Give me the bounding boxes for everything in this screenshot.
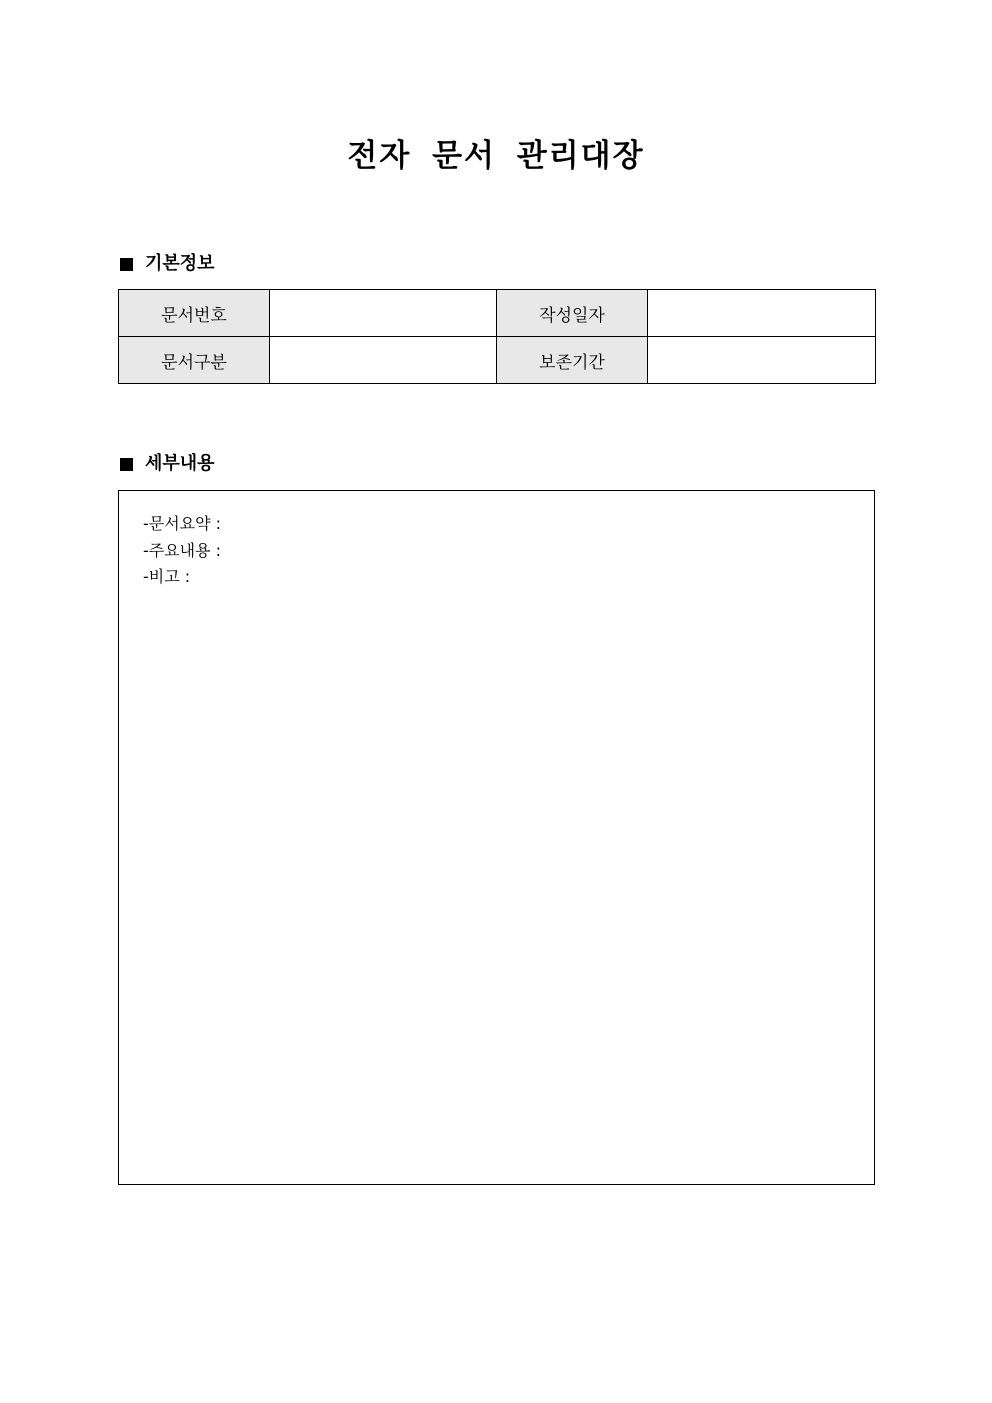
table-row: [119, 337, 876, 384]
label-document-category: 문서구분: [119, 337, 270, 384]
document-title: 전자 문서 관리대장: [347, 138, 645, 174]
section-heading-label: 세부내용: [145, 453, 215, 474]
square-bullet-icon: [120, 458, 133, 471]
basic-info-table: [118, 289, 876, 384]
field-created-date[interactable]: [648, 290, 876, 337]
table-row: [119, 290, 876, 337]
section-heading-label: 기본정보: [145, 253, 215, 274]
detail-line-summary: -문서요약 :: [143, 514, 222, 533]
detail-line-main-content: -주요내용 :: [143, 540, 222, 560]
section-heading-basic-info: [120, 252, 215, 276]
field-document-category[interactable]: [270, 337, 497, 384]
details-content-box[interactable]: [118, 490, 875, 1185]
label-created-date: 작성일자: [497, 290, 648, 337]
details-lines: [143, 511, 221, 591]
label-retention-period: 보존기간: [497, 337, 648, 384]
field-retention-period[interactable]: [648, 337, 876, 384]
field-document-number[interactable]: [270, 290, 497, 337]
detail-line-remarks: -비고 :: [143, 567, 191, 586]
square-bullet-icon: [120, 258, 133, 271]
section-heading-details: [120, 452, 215, 476]
label-document-number: 문서번호: [119, 290, 270, 337]
